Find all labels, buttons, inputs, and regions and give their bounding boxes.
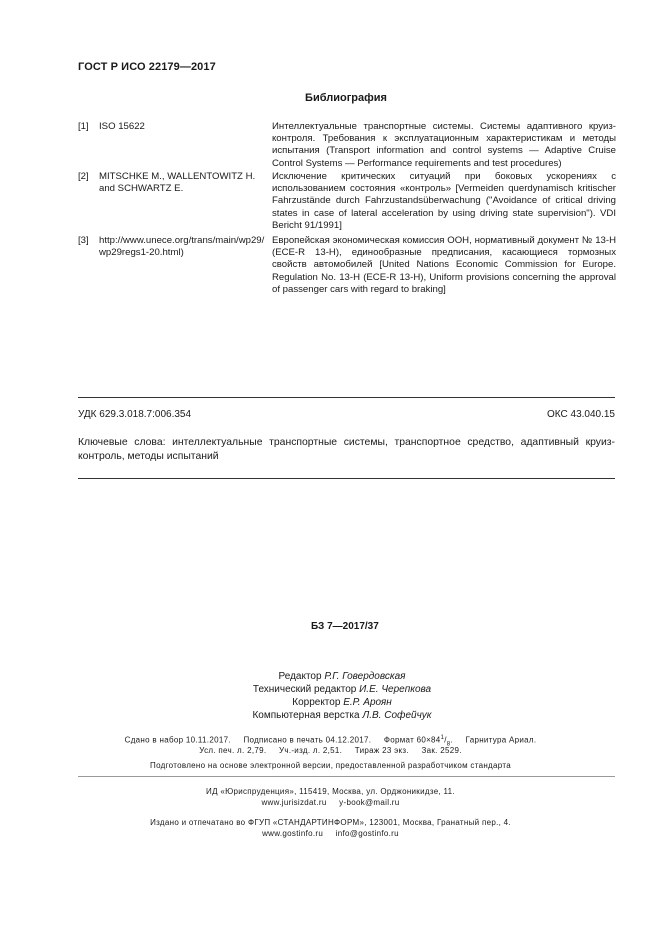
- staff-role: Корректор: [292, 697, 341, 708]
- staff-name: И.Е. Черепкова: [359, 684, 432, 695]
- imprint-line: Усл. печ. л. 2,79. Уч.-изд. л. 2,51. Тираж 23 экз. Зак. 2529.: [199, 746, 462, 755]
- entry-source: http://www.unece.org/trans/main/wp29/wp29regs1-20.html): [99, 235, 265, 259]
- staff-role: Редактор: [278, 671, 322, 682]
- imprint-sup: 1: [440, 735, 445, 741]
- staff-role: Компьютерная верстка: [252, 710, 360, 721]
- standard-id: ГОСТ Р ИСО 22179—2017: [78, 61, 216, 73]
- bibliography-title: Библиография: [305, 92, 387, 104]
- entry-number: [2]: [78, 171, 89, 182]
- imprint-text: Сдано в набор 10.11.2017. Подписано в печать 04.12.2017. Формат 60×84: [124, 735, 441, 745]
- staff-name: Е.Р. Ароян: [343, 697, 392, 708]
- keywords: Ключевые слова: интеллектуальные транспортные системы, транспортное средство, адаптивный круиз-контроль, методы испытаний: [78, 437, 615, 462]
- entry-description: Европейская экономическая комиссия ООН, нормативный документ № 13-Н (ECE-R 13-H), единообразные предписания, касающиеся тормозных свойств автомобилей [United Nations Economic Commission for Europe. Regulation No. 13-H (ECE-R 13-H), Uniform provisions concerning the approval of passenger cars with regard to braking]: [272, 235, 616, 295]
- entry-number: [3]: [78, 235, 89, 246]
- entry-description: Исключение критических ситуаций при боковых ускорениях с использованием состояния «контроль» [Vermeiden querdynamisch kritischer Fahrzustände durch Fahrzustandsüberwachung ("Avoidance of critical driving states in case of lateral acceleration by using driving state supervision"). VDI Bericht 91/1991]: [272, 171, 616, 231]
- staff-name: Л.В. Софейчук: [362, 710, 432, 721]
- bibliography-entry: [78, 171, 616, 231]
- entry-number: [1]: [78, 121, 89, 132]
- staff-role: Технический редактор: [252, 684, 357, 695]
- divider: [78, 776, 615, 777]
- imprint-line: www.gostinfo.ru info@gostinfo.ru: [262, 829, 399, 838]
- entry-description: Интеллектуальные транспортные системы. Системы адаптивного круиз-контроля. Требования к эксплуатационным характеристикам и методы испытания (Transport information and control systems — Adaptive Cruise Control Systems — Performance requirements and test procedures): [272, 121, 616, 169]
- bibliography-entry: [78, 121, 616, 167]
- staff-line: [0, 683, 661, 696]
- imprint-line: www.jurisizdat.ru y-book@mail.ru: [261, 798, 400, 807]
- imprint-text: . Гарнитура Ариал.: [450, 735, 537, 745]
- udk-code: УДК 629.3.018.7:006.354: [78, 409, 192, 420]
- imprint-line: ИД «Юриспруденция», 115419, Москва, ул. Орджоникидзе, 11.: [206, 787, 455, 796]
- bibliography-entry: [78, 235, 616, 295]
- imprint-sub: 8: [446, 741, 451, 748]
- imprint-line: Издано и отпечатано во ФГУП «СТАНДАРТИНФОРМ», 123001, Москва, Гранатный пер., 4.: [150, 818, 511, 827]
- staff-line: [0, 670, 661, 683]
- entry-source: ISO 15622: [99, 121, 145, 132]
- divider: [78, 397, 615, 398]
- imprint-line: Сдано в набор 10.11.2017. Подписано в печать 04.12.2017. Формат $60\times 84^1/_8$. Гарнитура Ариал.: [124, 735, 537, 748]
- staff-line: [0, 709, 661, 722]
- divider: [78, 478, 615, 479]
- oks-code: ОКС 43.040.15: [547, 409, 615, 420]
- imprint-line: Подготовлено на основе электронной версии, предоставленной разработчиком стандарта: [150, 761, 511, 770]
- staff-line: [0, 696, 661, 709]
- staff-block: [0, 670, 661, 722]
- entry-source: MITSCHKE M., WALLENTOWITZ H. and SCHWARTZ E.: [99, 171, 256, 195]
- staff-name: Р.Г. Говердовская: [324, 671, 406, 682]
- bz-number: БЗ 7—2017/37: [311, 621, 379, 632]
